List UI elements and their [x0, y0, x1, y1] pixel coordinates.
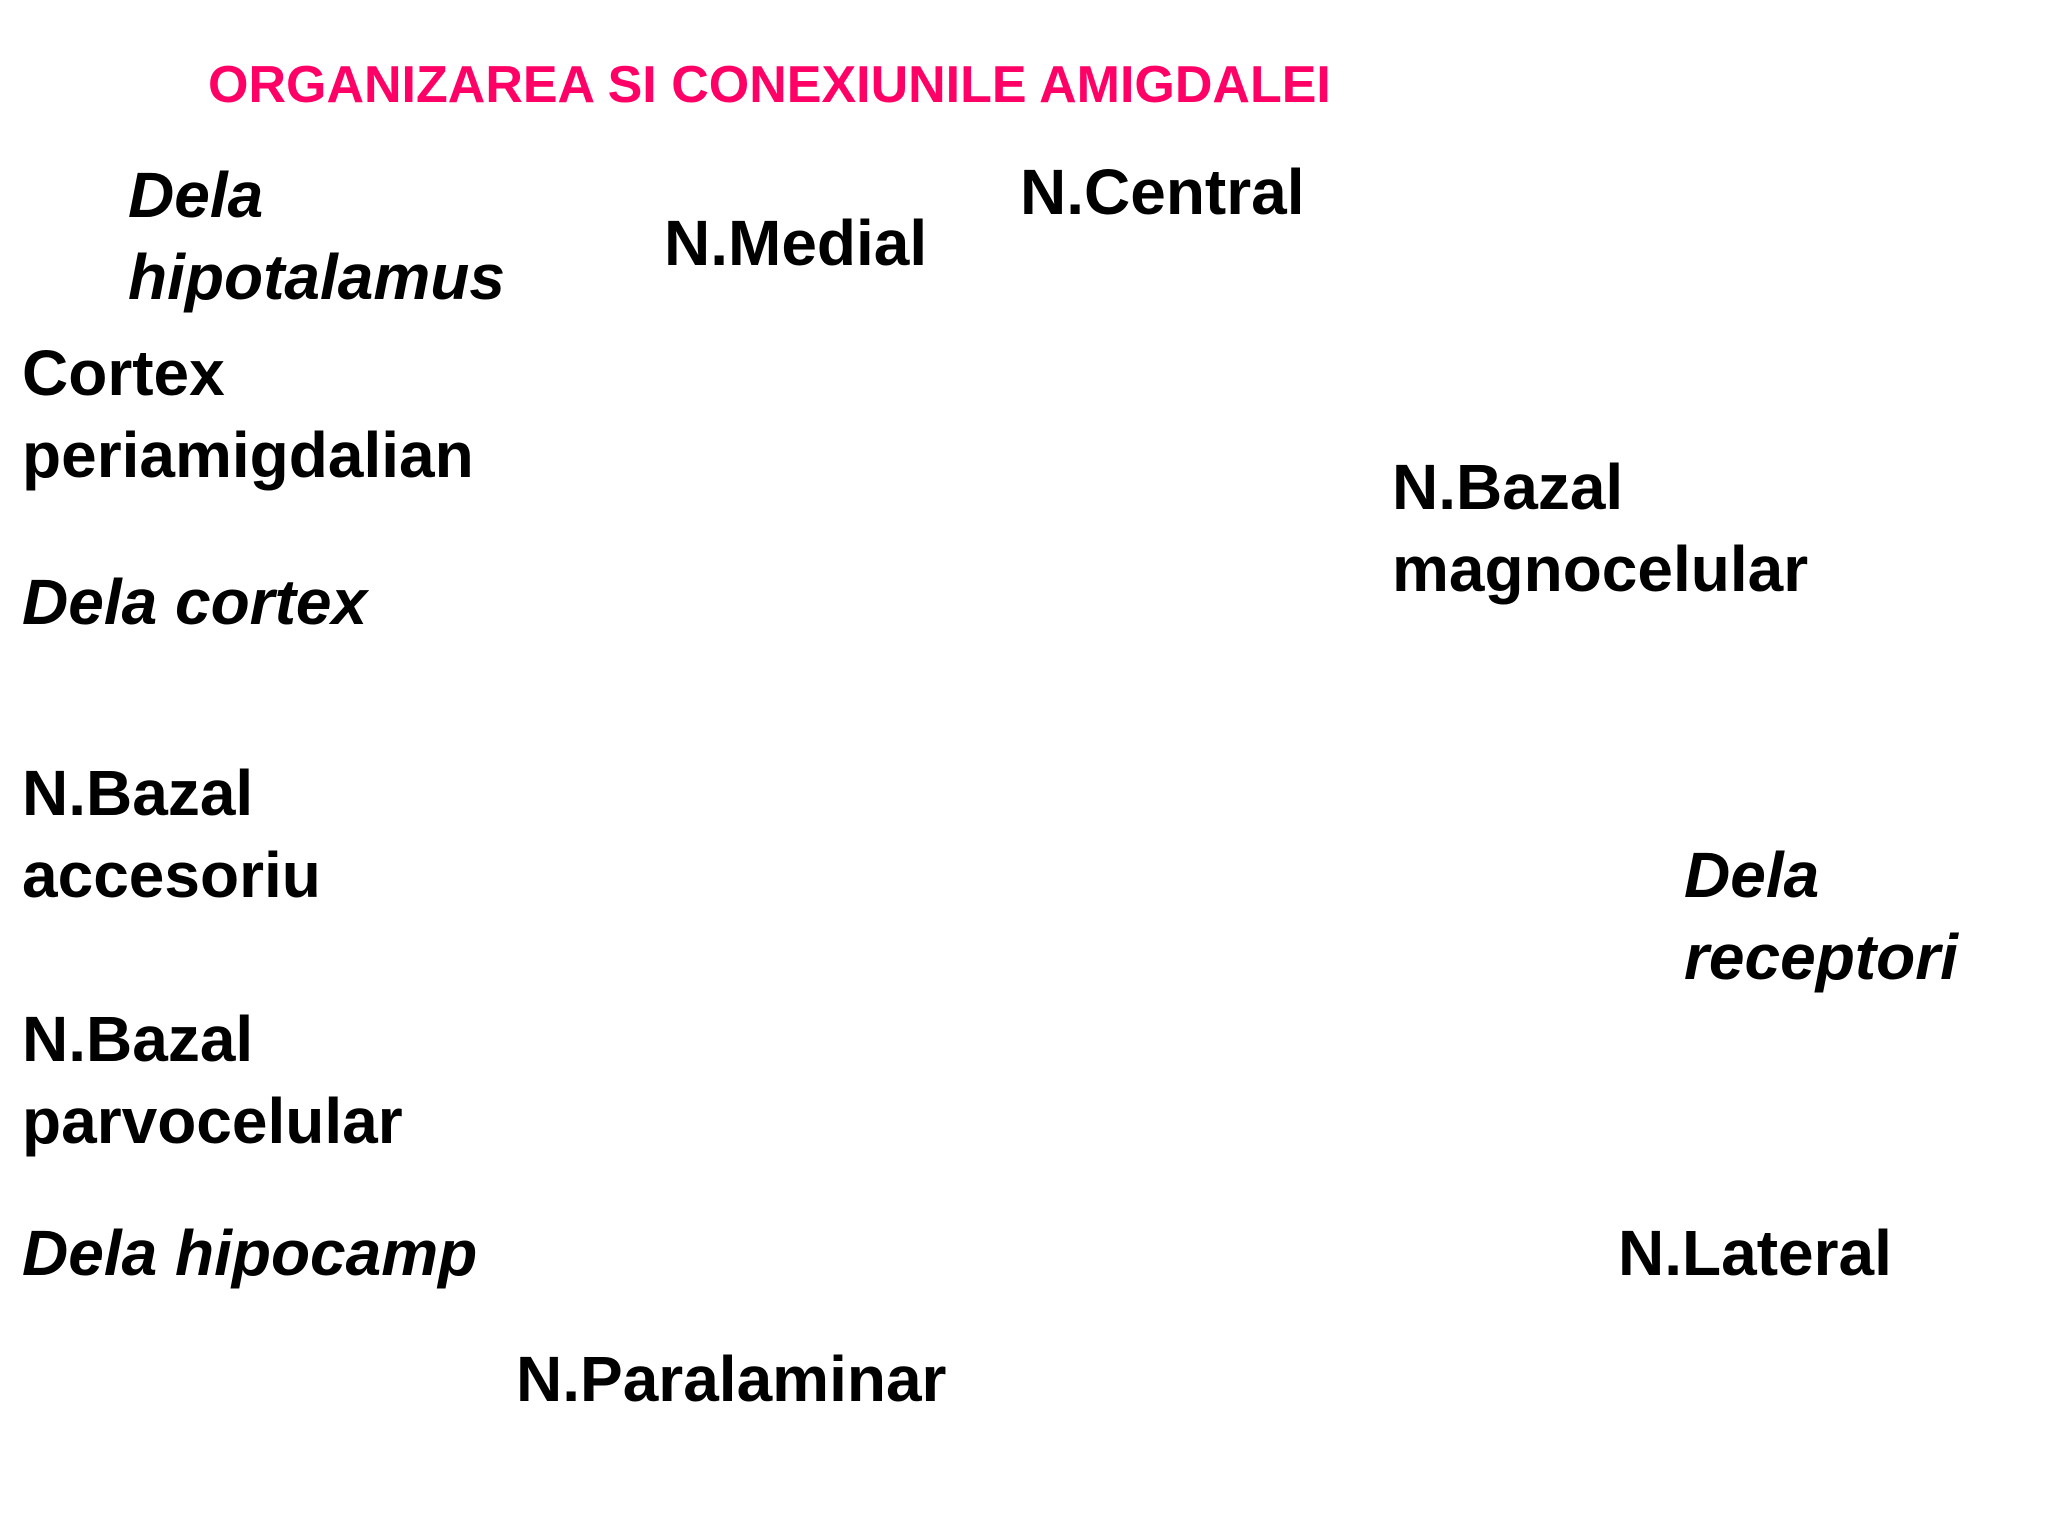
label-n-medial: N.Medial [664, 207, 928, 279]
label-dela-hipotalamus [128, 154, 505, 318]
label-line: N.Bazal [22, 1003, 254, 1075]
label-n-central: N.Central [1020, 156, 1305, 228]
label-line: N.Bazal [1392, 451, 1624, 523]
label-dela-cortex: Dela cortex [22, 566, 368, 638]
label-n-bazal-magnocelular [1392, 446, 1808, 610]
slide-title: ORGANIZAREA SI CONEXIUNILE AMIGDALEI [208, 56, 1331, 114]
label-line: Dela [128, 159, 264, 231]
label-n-bazal-accesoriu [22, 752, 321, 916]
label-line: periamigdalian [22, 419, 474, 491]
label-line: accesoriu [22, 839, 321, 911]
label-cortex-periamigdalian [22, 332, 474, 496]
label-line: parvocelular [22, 1085, 403, 1157]
label-line: magnocelular [1392, 533, 1809, 605]
label-n-bazal-parvocelular [22, 998, 403, 1162]
label-line: Dela [1684, 839, 1820, 911]
label-line: N.Bazal [22, 757, 254, 829]
label-line: hipotalamus [128, 241, 505, 313]
label-line: receptori [1684, 921, 1958, 993]
label-n-lateral: N.Lateral [1618, 1217, 1892, 1289]
label-line: Cortex [22, 337, 225, 409]
label-n-paralaminar: N.Paralaminar [516, 1343, 947, 1415]
label-dela-receptori [1684, 834, 1958, 998]
label-dela-hipocamp: Dela hipocamp [22, 1217, 478, 1289]
